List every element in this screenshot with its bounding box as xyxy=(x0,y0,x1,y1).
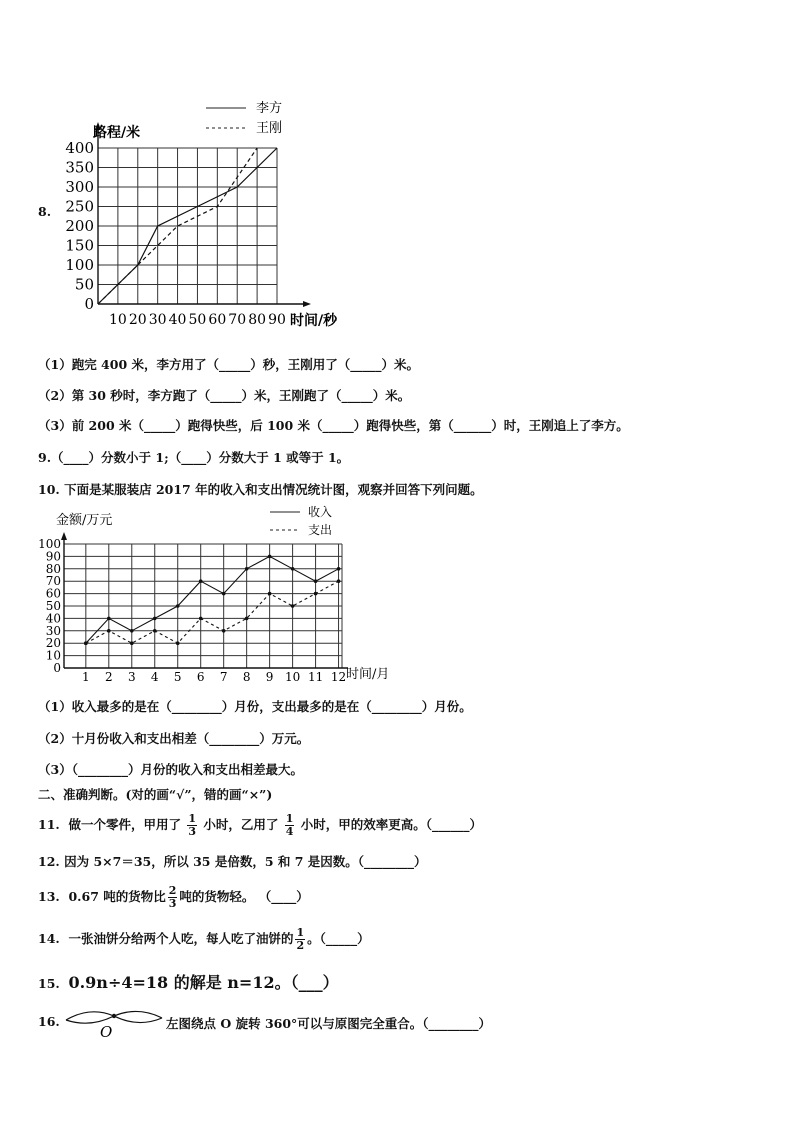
y-tick-label: 80 xyxy=(45,561,61,576)
q11-text-c: 小时，甲的效率更高。（______） xyxy=(300,817,483,832)
y-tick-label: 50 xyxy=(45,599,61,613)
question-12: 12. 因为 5×7＝35，所以 35 是倍数，5 和 7 是因数。（________） xyxy=(38,854,427,869)
chart2-legend xyxy=(270,504,332,537)
y-axis-arrow xyxy=(61,532,67,540)
x-tick-label: 20 xyxy=(128,312,147,328)
chart2-x-ticks xyxy=(82,670,346,684)
chart1-y-ticks xyxy=(65,139,94,313)
chart2-x-axis-label: 时间/月 xyxy=(346,667,390,682)
y-tick-label: 400 xyxy=(65,139,94,157)
series-0-point xyxy=(245,567,249,571)
q15-text: 0.9n÷4=18 的解是 n=12。（___） xyxy=(68,973,339,992)
q15-number: 15. xyxy=(38,976,60,991)
series-1-point xyxy=(176,641,180,645)
q11-text-a: 做一个零件，甲用了 xyxy=(68,817,181,832)
y-tick-label: 150 xyxy=(65,236,94,255)
chart1-y-axis-label: 路程/米 xyxy=(93,125,141,141)
chart2-y-ticks xyxy=(38,537,61,675)
chart1-x-axis-label: 时间/秒 xyxy=(290,313,338,329)
x-tick-label: 50 xyxy=(188,312,207,328)
q11-fraction-2: $\frac{1}{4}$ xyxy=(285,812,294,838)
y-tick-label: 0 xyxy=(53,661,61,675)
legend-label-lifang: 李方 xyxy=(256,101,283,116)
series-1-point xyxy=(107,629,111,633)
q10-sub2: （2）十月份收入和支出相差（________）万元。 xyxy=(38,731,310,746)
x-tick-label: 1 xyxy=(82,670,90,684)
series-0-point xyxy=(199,579,203,583)
x-tick-label: 7 xyxy=(219,670,228,684)
q13-text-b: 吨的货物轻。 （____） xyxy=(179,889,309,904)
y-tick-label: 50 xyxy=(74,275,94,294)
y-tick-label: 60 xyxy=(45,586,61,601)
q10-sub3: （3）（________）月份的收入和支出相差最大。 xyxy=(38,762,303,777)
series-1-point xyxy=(337,579,341,583)
x-tick-label: 11 xyxy=(307,670,324,684)
series-0-point xyxy=(337,567,341,571)
x-tick-label: 12 xyxy=(330,670,347,684)
question-16-number: 16. xyxy=(38,1014,60,1029)
series-0-point xyxy=(107,617,111,621)
chart2-axes xyxy=(61,532,348,668)
question-14 xyxy=(38,924,370,954)
x-tick-label: 10 xyxy=(284,670,301,684)
series-1-point xyxy=(84,641,88,645)
x-tick-label: 9 xyxy=(265,670,274,684)
x-tick-label: 5 xyxy=(173,670,182,684)
q8-sub3: （3）前 200 米（_____）跑得快些，后 100 米（_____）跑得快些，第（______）时，王刚追上了李方。 xyxy=(38,418,629,433)
series-1-point xyxy=(199,617,203,621)
y-tick-label: 70 xyxy=(45,574,61,589)
y-tick-label: 100 xyxy=(65,256,94,274)
chart1-axes xyxy=(95,122,311,307)
y-tick-label: 300 xyxy=(65,178,94,196)
series-1-point xyxy=(153,629,157,633)
q14-text-a: 一张油饼分给两个人吃，每人吃了油饼的 xyxy=(68,931,294,946)
question-11 xyxy=(38,810,482,840)
series-0-point xyxy=(222,592,226,596)
series-1-point xyxy=(130,641,134,645)
q11-number: 11. xyxy=(38,817,60,832)
x-tick-label: 2 xyxy=(104,670,113,684)
question-13 xyxy=(38,882,309,912)
q8-sub1: （1）跑完 400 米，李方用了（_____）秒，王刚用了（_____）米。 xyxy=(38,357,419,372)
rotation-figure-icon xyxy=(62,1004,166,1040)
x-tick-label: 30 xyxy=(148,312,167,328)
series-0-point xyxy=(268,555,272,559)
q14-fraction: $\frac{1}{2}$ xyxy=(296,926,305,952)
q14-number: 14. xyxy=(38,931,60,946)
y-tick-label: 350 xyxy=(65,158,94,177)
question-10-title: 10. 下面是某服装店 2017 年的收入和支出情况统计图，观察并回答下列问题。 xyxy=(38,482,483,497)
series-0-point xyxy=(314,579,318,583)
series-1-point xyxy=(314,592,318,596)
question-15 xyxy=(38,970,339,993)
x-tick-label: 40 xyxy=(168,312,187,328)
y-tick-label: 10 xyxy=(45,648,61,663)
q11-fraction-1: $\frac{1}{3}$ xyxy=(188,812,196,838)
series-line-0 xyxy=(86,556,339,643)
x-tick-label: 70 xyxy=(228,312,247,328)
q13-text-a: 0.67 吨的货物比 xyxy=(68,889,166,904)
question-number-8: 8. xyxy=(38,204,52,219)
distance-time-chart xyxy=(60,96,370,336)
y-tick-label: 200 xyxy=(65,217,94,235)
series-1-point xyxy=(245,617,249,621)
y-tick-label: 100 xyxy=(38,537,61,551)
series-0-point xyxy=(291,567,295,571)
series-1-point xyxy=(222,629,226,633)
q10-sub1: （1）收入最多的是在（________）月份，支出最多的是在（________）月份。 xyxy=(38,699,472,714)
x-axis-arrow xyxy=(303,301,311,307)
series-1-point xyxy=(291,604,295,608)
x-tick-label: 4 xyxy=(150,670,159,684)
series-0-point xyxy=(130,629,134,633)
q11-text-b: 小时，乙用了 xyxy=(203,817,279,832)
x-tick-label: 6 xyxy=(196,670,205,684)
y-tick-label: 40 xyxy=(45,611,61,626)
y-tick-label: 90 xyxy=(45,549,61,564)
chart2-series xyxy=(84,555,340,645)
q8-sub2: （2）第 30 秒时，李方跑了（_____）米，王刚跑了（_____）米。 xyxy=(38,388,411,403)
q13-fraction: $\frac{2}{3}$ xyxy=(168,884,177,910)
chart1-x-ticks xyxy=(109,312,286,328)
x-tick-label: 80 xyxy=(248,312,267,328)
q14-text-b: 。（_____） xyxy=(307,931,370,946)
series-0-point xyxy=(153,617,157,621)
income-expense-chart xyxy=(34,500,394,690)
x-tick-label: 10 xyxy=(108,312,127,328)
x-tick-label: 8 xyxy=(242,670,251,684)
chart1-legend xyxy=(206,100,282,136)
chart2-y-axis-label: 金额/万元 xyxy=(56,513,113,528)
series-0-point xyxy=(176,604,180,608)
question-9: 9.（____）分数小于 1;（____）分数大于 1 或等于 1。 xyxy=(38,450,350,465)
rotation-point-label: O xyxy=(100,1023,113,1040)
chart1-grid xyxy=(98,148,277,304)
x-tick-label: 60 xyxy=(208,312,227,328)
q13-number: 13. xyxy=(38,889,60,904)
chart2-grid xyxy=(64,544,342,668)
legend-label-income: 收入 xyxy=(308,505,333,519)
y-tick-label: 20 xyxy=(45,636,61,651)
y-tick-label: 30 xyxy=(45,623,61,638)
legend-label-expense: 支出 xyxy=(308,523,333,537)
section-2-heading: 二、准确判断。(对的画“√”，错的画“×”) xyxy=(38,787,273,802)
question-16-text: 左图绕点 O 旋转 360°可以与原图完全重合。（________） xyxy=(166,1016,492,1031)
y-tick-label: 0 xyxy=(84,295,94,313)
x-tick-label: 90 xyxy=(268,312,286,328)
series-1-point xyxy=(268,592,272,596)
series-line-1 xyxy=(86,581,339,643)
x-tick-label: 3 xyxy=(127,670,136,684)
legend-label-wanggang: 王刚 xyxy=(256,121,283,136)
y-tick-label: 250 xyxy=(65,197,94,216)
